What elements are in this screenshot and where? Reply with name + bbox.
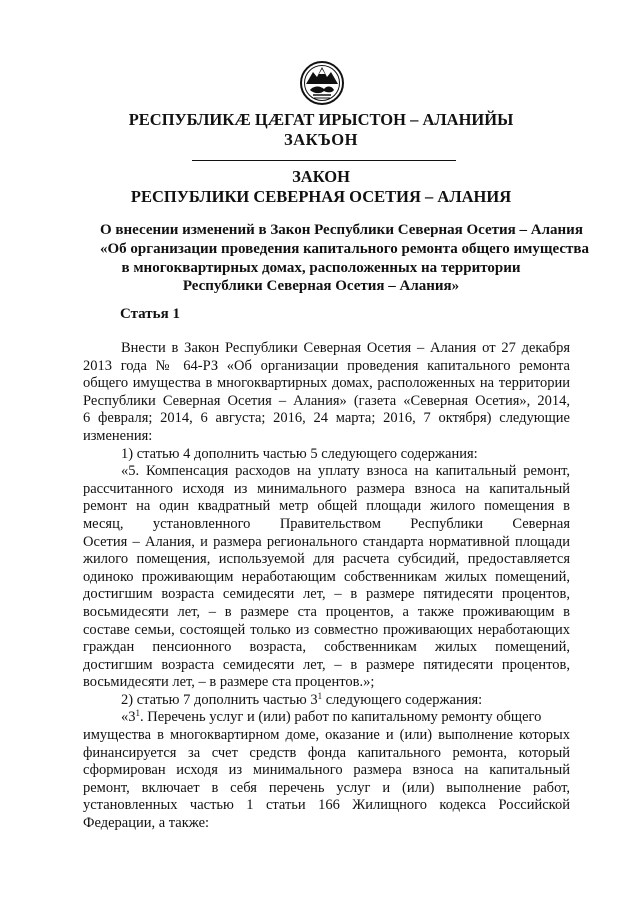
body-line: сформирован исходя из минимального размера взноса на капитальный	[83, 762, 570, 779]
subject-line: в многоквартирных домах, расположенных на территории	[121, 259, 521, 276]
body-line-part: «3	[121, 709, 136, 726]
body-line: восьмидесяти лет, – в размере ста процентов.»;	[83, 674, 375, 691]
coat-of-arms-emblem-icon	[299, 60, 345, 106]
body-line: достигшим возраста семидесяти лет, – в размере пятидесяти процентов,	[83, 656, 570, 673]
republic-name-russian: РЕСПУБЛИКИ СЕВЕРНАЯ ОСЕТИЯ – АЛАНИЯ	[130, 187, 512, 206]
body-line: составе семьи, состоящей только из совместно проживающих неработающих	[83, 621, 570, 638]
law-heading-russian: ЗАКОН	[292, 167, 350, 186]
subject-line: «Об организации проведения капитального ремонта общего имущества	[100, 240, 589, 257]
body-line: месяц, установленного Правительством Республики Северная	[83, 515, 570, 532]
republic-name-ossetian: РЕСПУБЛИКӔ ЦӔГАТ ИРЫСТОН – АЛАНИЙЫ	[128, 110, 514, 129]
body-line: жилого помещения, используемой для расчета субсидий, предоставляется	[83, 551, 570, 568]
body-line: Внести в Закон Республики Северная Осетия – Алания от 27 декабря	[121, 340, 570, 356]
subject-line: Республики Северная Осетия – Алания»	[182, 278, 460, 295]
superscript: 1	[317, 690, 323, 701]
article-body	[83, 340, 570, 833]
body-line: изменения:	[83, 427, 153, 444]
body-line: восьмидесяти лет, – в размере ста процентов, а также проживающим в	[83, 603, 570, 620]
body-line: 1) статью 4 дополнить частью 5 следующего содержания:	[121, 445, 478, 462]
superscript: 1	[135, 708, 140, 719]
body-line: ремонт на один квадратный метр общей площади жилого помещения в	[83, 498, 570, 515]
body-line: общего имущества в многоквартирных домах, расположенных на территории	[83, 375, 570, 392]
body-line: имущества в многоквартирном доме, оказание и (или) выполнение которых	[83, 727, 570, 744]
body-line: установленных частью 1 статьи 166 Жилищного кодекса Российской	[83, 797, 570, 814]
body-line: финансируется за счет средств фонда капитального ремонта, который	[83, 744, 570, 761]
article-title: Статья 1	[120, 306, 180, 322]
law-heading-ossetian: ЗАКЪОН	[284, 130, 358, 149]
body-line-part: следующего содержания:	[325, 691, 483, 708]
body-line: ремонт, включает в себя перечень услуг и (или) выполнение работ,	[83, 779, 570, 796]
body-line	[83, 709, 570, 727]
body-line: граждан пенсионного возраста, собственникам жилых помещений,	[83, 639, 570, 656]
body-line: рассчитанного исходя из минимального размера взноса на капитальный	[83, 480, 570, 497]
header-divider	[192, 160, 456, 161]
body-line-part: 2) статью 7 дополнить частью 3	[121, 691, 318, 708]
body-line: одиноко проживающим неработающим собственникам жилых помещений,	[83, 568, 570, 585]
body-line: Республики Северная Осетия – Алания» (газета «Северная Осетия», 2014,	[83, 392, 570, 409]
body-line: «5. Компенсация расходов на уплату взноса на капитальный ремонт,	[121, 463, 570, 480]
body-line: Федерации, а также:	[83, 815, 210, 832]
body-line: Осетия – Алания, и размера регионального стандарта нормативной площади	[83, 533, 570, 550]
body-line-part: . Перечень услуг и (или) работ по капитальному ремонту общего	[140, 709, 542, 726]
body-line: достигшим возраста семидесяти лет, – в размере пятидесяти процентов,	[83, 586, 570, 603]
body-line	[83, 692, 570, 710]
body-line: 6 февраля; 2014, 6 августа; 2016, 24 марта; 2016, 7 октября) следующие	[83, 410, 570, 427]
body-line: 2013 года № 64-РЗ «Об организации проведения капитального ремонта	[83, 357, 570, 374]
subject-line: О внесении изменений в Закон Республики Северная Осетия – Алания	[100, 222, 583, 238]
law-subject-title	[100, 221, 589, 296]
